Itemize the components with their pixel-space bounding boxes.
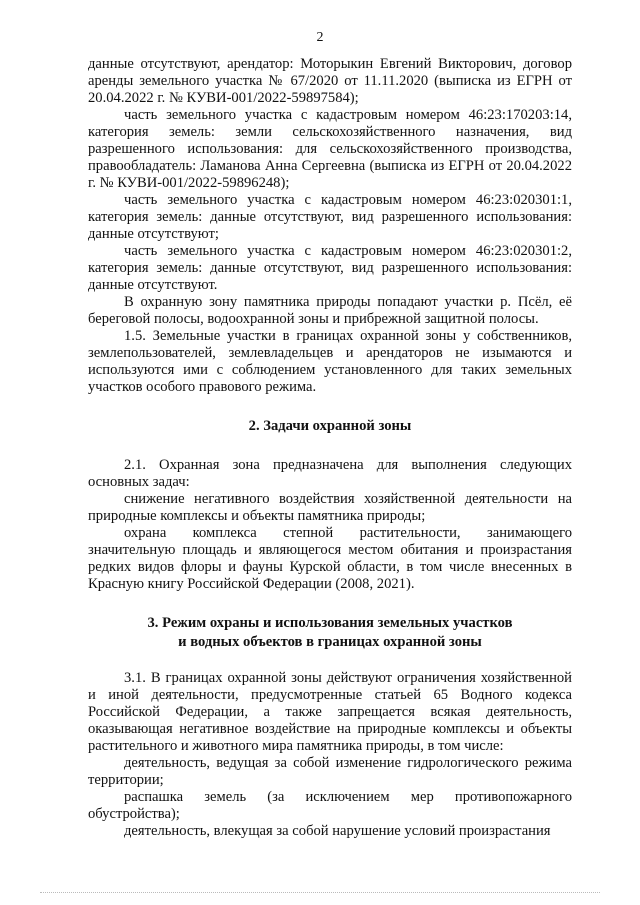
section-2-heading: 2. Задачи охранной зоны <box>248 418 412 434</box>
scan-edge-line <box>40 892 600 893</box>
paragraph-intro-3: часть земельного участка с кадастровым номером 46:23:020301:1, категория земель: данные отсутствуют, вид разрешенного использования: данные отсутствуют; <box>88 192 572 242</box>
paragraph-intro-2: часть земельного участка с кадастровым номером 46:23:170203:14, категория земель: земли сельскохозяйственного назначения, вид разрешенного использования: для сельскохозяйственного производства, правообладатель: Ламанова Анна Сергеевна (выписка из ЕГРН от 20.04.2022 г. № КУВИ-001/2022-59896248); <box>88 107 572 191</box>
spacer <box>88 593 572 614</box>
paragraph-3-item-1: деятельность, ведущая за собой изменение гидрологического режима территории; <box>88 755 572 788</box>
paragraph-3-item-2: распашка земель (за исключением мер противопожарного обустройства); <box>88 789 572 822</box>
spacer <box>88 436 572 457</box>
paragraph-1-5: 1.5. Земельные участки в границах охранной зоны у собственников, землепользователей, землевладельцев и арендаторов не изымаются и используются ими с соблюдением установленного для таких земельных участков особого правового режима. <box>88 328 572 395</box>
paragraph-2-task-2: охрана комплекса степной растительности, занимающего значительную площадь и являющегося местом обитания и произрастания редких видов флоры и фауны Курской области, в том числе внесенных в Красную книгу Российской Федерации (2008, 2021). <box>88 525 572 592</box>
paragraph-2-task-1: снижение негативного воздействия хозяйственной деятельности на природные комплексы и объекты памятника природы; <box>88 491 572 524</box>
spacer <box>88 652 572 670</box>
paragraph-3-1: 3.1. В границах охранной зоны действуют ограничения хозяйственной и иной деятельности, предусмотренные статьей 65 Водного кодекса Российской Федерации, а также запрещается всякая деятельность, оказывающая негативное воздействие на природные комплексы и объекты растительного и животного мира памятника природы, в том числе: <box>88 670 572 754</box>
paragraph-3-item-3: деятельность, влекущая за собой нарушение условий произрастания <box>124 823 551 839</box>
paragraph-intro-4: часть земельного участка с кадастровым номером 46:23:020301:2, категория земель: данные отсутствуют, вид разрешенного использования: данные отсутствуют. <box>88 243 572 293</box>
section-3-heading-line-2: и водных объектов в границах охранной зоны <box>178 634 482 650</box>
spacer <box>88 396 572 417</box>
paragraph-intro-5: В охранную зону памятника природы попадают участки р. Псёл, её береговой полосы, водоохранной зоны и прибрежной защитной полосы. <box>88 294 572 327</box>
document-body <box>88 56 572 840</box>
paragraph-intro-1: данные отсутствуют, арендатор: Моторыкин Евгений Викторович, договор аренды земельного участка № 67/2020 от 11.11.2020 (выписка из ЕГРН от 20.04.2022 г. № КУВИ-001/2022-59897584); <box>88 56 572 106</box>
page-number: 2 <box>316 30 324 45</box>
paragraph-2-1: 2.1. Охранная зона предназначена для выполнения следующих основных задач: <box>88 457 572 490</box>
section-3-heading-line-1: 3. Режим охраны и использования земельных участков <box>147 615 513 631</box>
